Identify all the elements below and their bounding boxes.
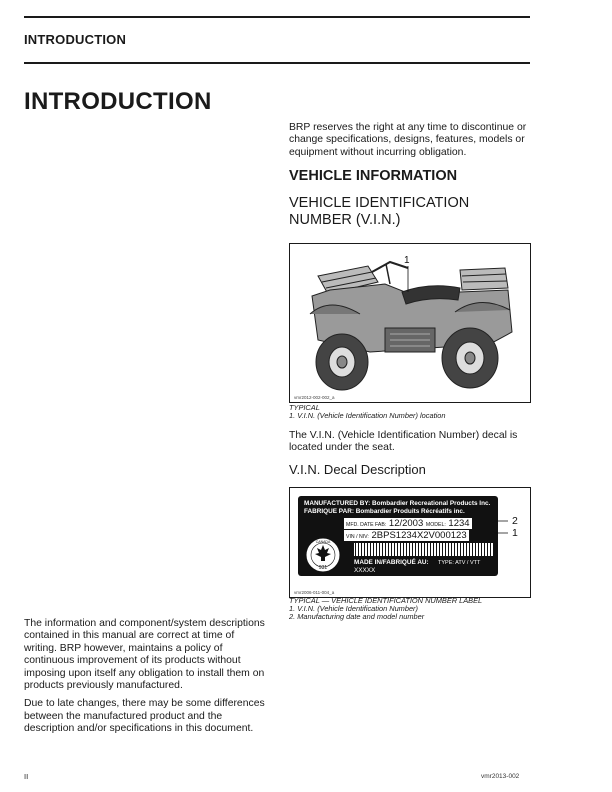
left-column-text [24,618,265,742]
running-header-title: INTRODUCTION [24,32,127,47]
decal-barcode [354,543,494,556]
subheading-vin: VEHICLE IDENTIFICATION NUMBER (V.I.N.) [289,195,470,228]
figure2-caption-item-2: 2. Manufacturing date and model number [289,612,425,622]
vin-location-paragraph: The V.I.N. (Vehicle Identification Number) decal is located under the seat. [289,430,518,454]
decal-description-heading: V.I.N. Decal Description [289,462,426,477]
footer-document-code: vmr2013-002 [481,773,520,780]
figure2-callout-2: 2 [512,515,518,527]
decal-vin-label: VIN / NIV: [346,534,369,540]
decal-vin-value: 2BPS1234X2V000123 [371,530,467,541]
decal-vin-box [344,530,469,541]
decal-mfd-label: MFD. DATE FAB: [346,522,387,528]
decal-made-in: MADE IN/FABRIQUÉ AU: [354,559,429,566]
decal-model-value: 1234 [448,518,470,529]
decal-mfd-value: 12/2003 [388,518,424,529]
intro-text [289,122,530,165]
figure2-code: vmr2006-011-004_a [294,590,335,595]
header-rule-top [24,16,530,18]
seal-country: CANADA [315,540,331,544]
intro-paragraph: BRP reserves the right at any time to discontinue or change specifications, designs, features, models or equipment without incurring obligation. [289,122,527,158]
decal-fabrique-par: FABRIQUE PAR: Bombardier Produits Récréatifs inc. [304,508,465,515]
header-rule-bottom [24,62,530,64]
section-heading-vehicle-information: VEHICLE INFORMATION [289,168,458,184]
figure-vin-decal [289,487,531,598]
figure2-caption [289,597,530,622]
decal-mfd-box [344,518,472,529]
late-changes-paragraph: Due to late changes, there may be some differences between the manufactured product and the description and/or specifications in this document. [24,698,265,735]
decal-manufactured-by: MANUFACTURED BY: Bombardier Recreational Products Inc. [304,500,491,507]
figure2-caption-title: TYPICAL — VEHICLE IDENTIFICATION NUMBER LABEL [289,596,483,605]
figure1-caption-title: TYPICAL [289,403,320,412]
page-title: INTRODUCTION [24,88,212,115]
seal-number: 931 [318,565,328,571]
info-paragraph: The information and component/system descriptions contained in this manual are correct at time of writing. BRP however, maintains a policy of continuous improvement of its products without imposing upon itself any obligation to install them on products previously manufactured. [24,618,265,692]
vin-location-text [289,430,530,461]
decal-model-label: MODEL: [425,522,446,528]
figure1-caption [289,404,530,420]
vin-decal-label [298,496,498,576]
footer-page-number: II [24,772,29,781]
figure-vin-location [289,243,531,403]
decal-made-in-value: XXXXX [354,567,376,574]
figure1-caption-item: 1. V.I.N. (Vehicle Identification Number) location [289,411,446,421]
figure1-callout-1: 1 [404,255,410,266]
figure2-caption-item-1: 1. V.I.N. (Vehicle Identification Number) [289,604,418,614]
atv-illustration [290,244,530,402]
figure2-callout-1: 1 [512,527,518,539]
figure1-code: vmr2012-002-002_a [294,395,335,400]
decal-type: TYPE: ATV / VTT [438,560,481,566]
canada-seal-icon [304,536,342,574]
